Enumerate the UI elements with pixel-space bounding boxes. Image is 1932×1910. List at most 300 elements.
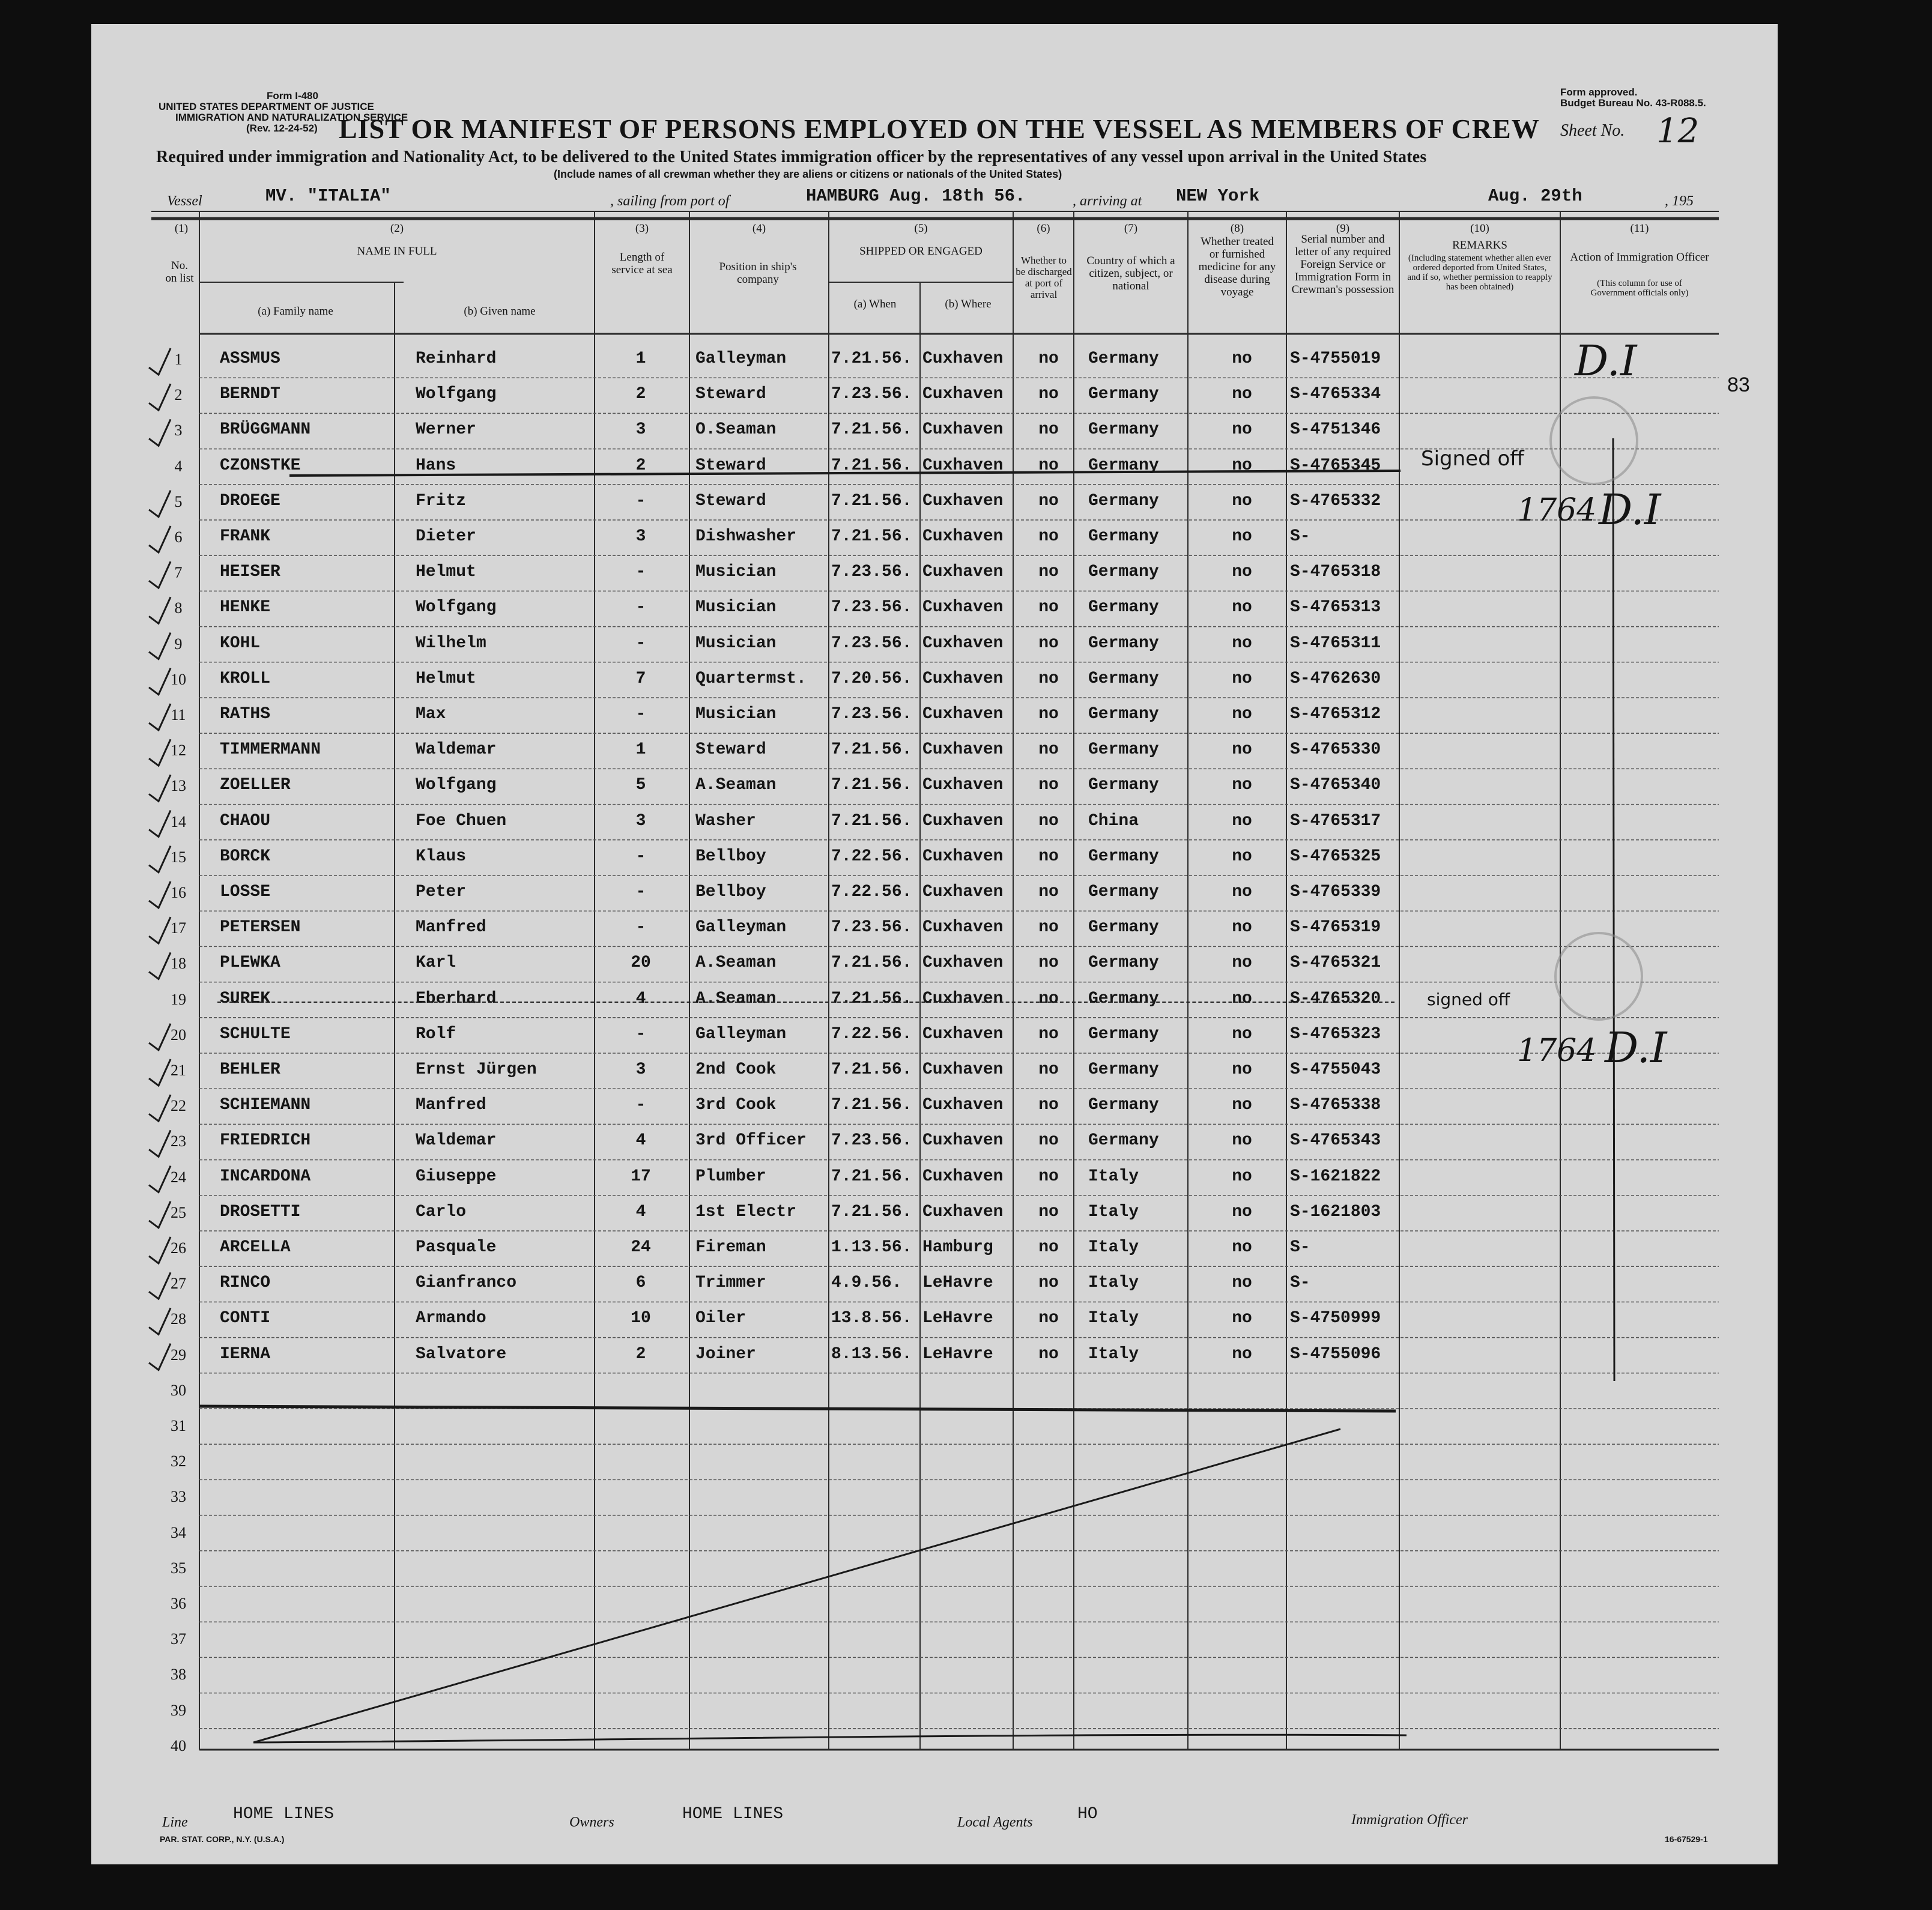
discharged: no <box>1038 491 1059 510</box>
form-approved: Form approved. <box>1560 86 1638 98</box>
form-code: 16-67529-1 <box>1665 1834 1708 1844</box>
sailing-label: , sailing from port of <box>610 193 730 209</box>
row-number: 21 <box>171 1062 186 1079</box>
shipped-when: 7.21.56. <box>831 1096 912 1115</box>
col9-header: Serial number and letter of any required Foreign Service or Immigration Form in Crewman's possession <box>1291 233 1394 296</box>
treated: no <box>1232 883 1252 901</box>
row-number: 19 <box>171 990 186 1008</box>
family-name: BEHLER <box>220 1060 280 1079</box>
position: A.Seaman <box>695 776 777 795</box>
shipped-where: Cuxhaven <box>922 1096 1004 1115</box>
discharged: no <box>1038 847 1059 866</box>
country: Germany <box>1088 1096 1159 1115</box>
country: Italy <box>1088 1202 1139 1221</box>
row-number: 30 <box>171 1381 186 1399</box>
shipped-when: 7.21.56. <box>831 953 912 973</box>
col5b-header: (b) Where <box>945 298 992 310</box>
family-name: HENKE <box>220 598 271 617</box>
country: Germany <box>1088 1024 1159 1044</box>
shipped-when: 7.21.56. <box>831 1167 912 1186</box>
service-name: IMMIGRATION AND NATURALIZATION SERVICE <box>175 112 408 123</box>
shipped-when: 7.21.56. <box>831 1202 912 1221</box>
shipped-where: Cuxhaven <box>922 705 1004 724</box>
shipped-when: 7.23.56. <box>831 918 912 937</box>
service-length: - <box>635 598 646 617</box>
serial-number: S-4765340 <box>1290 776 1381 795</box>
action-mark: D.I <box>1599 485 1661 534</box>
shipped-when: 7.23.56. <box>831 563 912 582</box>
row-number: 18 <box>171 955 186 973</box>
shipped-when: 8.13.56. <box>831 1344 912 1364</box>
shipped-where: Hamburg <box>922 1238 993 1257</box>
service-length: 6 <box>635 1274 646 1293</box>
serial-number: S-4765338 <box>1290 1096 1381 1115</box>
treated: no <box>1232 563 1252 582</box>
service-length: - <box>635 883 646 901</box>
position: Trimmer <box>695 1274 766 1293</box>
country: Germany <box>1088 1131 1159 1150</box>
departure-port: HAMBURG Aug. 18th 56. <box>806 186 1026 206</box>
family-name: HEISER <box>220 563 280 582</box>
col5-header: SHIPPED OR ENGAGED <box>859 245 983 258</box>
discharged: no <box>1038 705 1059 724</box>
discharged: no <box>1038 598 1059 617</box>
country: Germany <box>1088 527 1159 546</box>
family-name: FRIEDRICH <box>220 1131 311 1150</box>
discharged: no <box>1038 349 1059 368</box>
treated: no <box>1232 669 1252 688</box>
col8-header: Whether treated or furnished medicine for any disease during voyage <box>1198 235 1276 298</box>
service-length: - <box>635 705 646 724</box>
col2b-header: (b) Given name <box>464 305 536 318</box>
row-number: 22 <box>171 1097 186 1115</box>
col7-number: (7) <box>1124 222 1138 235</box>
owners-label: Owners <box>569 1815 614 1830</box>
treated: no <box>1232 349 1252 368</box>
serial-number: S-1621803 <box>1290 1202 1381 1221</box>
col11-number: (11) <box>1630 222 1649 235</box>
given-name: Wolfgang <box>416 598 497 617</box>
discharged: no <box>1038 1024 1059 1044</box>
col6-number: (6) <box>1037 222 1050 235</box>
given-name: Werner <box>416 420 476 440</box>
serial-number: S-4765318 <box>1290 563 1381 582</box>
given-name: Wilhelm <box>416 633 486 653</box>
family-name: INCARDONA <box>220 1167 311 1186</box>
shipped-when: 7.21.56. <box>831 491 912 510</box>
serial-number: S-4750999 <box>1290 1309 1381 1328</box>
col3-number: (3) <box>635 222 649 235</box>
shipped-when: 7.23.56. <box>831 633 912 653</box>
sheet-number: 12 <box>1656 112 1700 151</box>
shipped-when: 7.23.56. <box>831 1131 912 1150</box>
treated: no <box>1232 385 1252 404</box>
row-number: 28 <box>171 1310 186 1328</box>
shipped-when: 7.23.56. <box>831 598 912 617</box>
family-name: BORCK <box>220 847 271 866</box>
officer-label: Immigration Officer <box>1351 1812 1468 1828</box>
action-mark: D.I <box>1605 1023 1667 1072</box>
shipped-where: Cuxhaven <box>922 989 1004 1008</box>
officer-code: 1764 <box>1517 1033 1597 1069</box>
row-number: 14 <box>171 812 186 830</box>
page-subtitle: Required under immigration and Nationality Act, to be delivered to the United States immigration officer by the representatives of any vessel upon arrival in the United States <box>156 148 1427 166</box>
service-length: 3 <box>635 420 646 440</box>
serial-number: S-1621822 <box>1290 1167 1381 1186</box>
row-number: 7 <box>174 564 183 582</box>
shipped-where: LeHavre <box>922 1309 993 1328</box>
position: Joiner <box>695 1344 756 1364</box>
shipped-where: Cuxhaven <box>922 776 1004 795</box>
col5a-header: (a) When <box>853 298 897 310</box>
shipped-where: Cuxhaven <box>922 1202 1004 1221</box>
service-length: - <box>635 633 646 653</box>
discharged: no <box>1038 1202 1059 1221</box>
country: Italy <box>1088 1309 1139 1328</box>
service-length: - <box>635 847 646 866</box>
serial-number: S-4765321 <box>1290 953 1381 973</box>
shipped-where: Cuxhaven <box>922 918 1004 937</box>
col10-number: (10) <box>1470 222 1489 235</box>
position: A.Seaman <box>695 989 777 1008</box>
shipped-when: 7.23.56. <box>831 385 912 404</box>
service-length: 20 <box>631 953 651 973</box>
treated: no <box>1232 420 1252 440</box>
shipped-where: Cuxhaven <box>922 385 1004 404</box>
shipped-when: 7.21.56. <box>831 989 912 1008</box>
given-name: Wolfgang <box>416 385 497 404</box>
given-name: Giuseppe <box>416 1167 497 1186</box>
given-name: Max <box>416 705 446 724</box>
shipped-when: 13.8.56. <box>831 1309 912 1328</box>
shipped-where: Cuxhaven <box>922 491 1004 510</box>
page-title: LIST OR MANIFEST OF PERSONS EMPLOYED ON THE VESSEL AS MEMBERS OF CREW <box>339 113 1540 144</box>
discharged: no <box>1038 385 1059 404</box>
arriving-label: , arriving at <box>1073 193 1142 209</box>
treated: no <box>1232 527 1252 546</box>
row-number: 20 <box>171 1026 186 1044</box>
shipped-where: LeHavre <box>922 1344 993 1364</box>
serial-number: S-4762630 <box>1290 669 1381 688</box>
given-name: Helmut <box>416 669 476 688</box>
col9-number: (9) <box>1336 222 1350 235</box>
shipped-when: 7.21.56. <box>831 527 912 546</box>
shipped-when: 7.20.56. <box>831 669 912 688</box>
given-name: Rolf <box>416 1024 456 1044</box>
shipped-when: 7.23.56. <box>831 705 912 724</box>
serial-number: S-4765311 <box>1290 633 1381 653</box>
given-name: Reinhard <box>416 349 497 368</box>
shipped-where: Cuxhaven <box>922 1167 1004 1186</box>
serial-number: S- <box>1290 527 1310 546</box>
serial-number: S-4765330 <box>1290 740 1381 760</box>
row-number: 39 <box>171 1701 186 1719</box>
row-number: 5 <box>174 492 183 510</box>
family-name: KOHL <box>220 633 261 653</box>
row-number: 10 <box>171 670 186 688</box>
treated: no <box>1232 989 1252 1008</box>
given-name: Ernst Jürgen <box>416 1060 537 1079</box>
shipped-when: 7.21.56. <box>831 776 912 795</box>
shipped-when: 7.22.56. <box>831 883 912 901</box>
family-name: PETERSEN <box>220 918 301 937</box>
col10-note: (Including statement whether alien ever ordered deported from United States, and if so, whether permission to reapply has been obtained) <box>1407 253 1552 292</box>
remarks: Signed off <box>1421 446 1524 471</box>
row-strike <box>217 1002 1394 1005</box>
officer-code: 1764 <box>1517 492 1597 528</box>
shipped-where: Cuxhaven <box>922 456 1004 475</box>
treated: no <box>1232 1309 1252 1328</box>
shipped-when: 7.21.56. <box>831 740 912 760</box>
position: Bellboy <box>695 883 766 901</box>
discharged: no <box>1038 1167 1059 1186</box>
owners-value: HOME LINES <box>682 1805 784 1824</box>
service-length: 1 <box>635 349 646 368</box>
country: Germany <box>1088 456 1159 475</box>
position: Musician <box>695 633 777 653</box>
discharged: no <box>1038 989 1059 1008</box>
row-number: 35 <box>171 1559 186 1577</box>
position: Musician <box>695 598 777 617</box>
row-number: 26 <box>171 1239 186 1257</box>
service-length: - <box>635 1096 646 1115</box>
family-name: SCHULTE <box>220 1024 291 1044</box>
row-number: 15 <box>171 848 186 866</box>
position: Musician <box>695 563 777 582</box>
given-name: Pasquale <box>416 1238 497 1257</box>
treated: no <box>1232 1274 1252 1293</box>
serial-number: S-4765312 <box>1290 705 1381 724</box>
position: 2nd Cook <box>695 1060 777 1079</box>
agents-value: HO <box>1077 1805 1098 1824</box>
service-length: 24 <box>631 1238 651 1257</box>
position: Galleyman <box>695 349 787 368</box>
serial-number: S-4765317 <box>1290 811 1381 830</box>
family-name: ASSMUS <box>220 349 280 368</box>
row-number: 9 <box>174 635 183 653</box>
family-name: DROEGE <box>220 491 280 510</box>
country: Germany <box>1088 776 1159 795</box>
country: Germany <box>1088 705 1159 724</box>
row-number: 6 <box>174 528 183 546</box>
country: Germany <box>1088 918 1159 937</box>
row-number: 32 <box>171 1452 186 1470</box>
shipped-where: Cuxhaven <box>922 953 1004 973</box>
serial-number: S-4755019 <box>1290 349 1381 368</box>
arrival-date: Aug. 29th <box>1488 186 1582 206</box>
discharged: no <box>1038 633 1059 653</box>
service-length: 4 <box>635 989 646 1008</box>
shipped-where: Cuxhaven <box>922 847 1004 866</box>
printer-credit: PAR. STAT. CORP., N.Y. (U.S.A.) <box>160 1834 285 1844</box>
service-length: 1 <box>635 740 646 760</box>
given-name: Klaus <box>416 847 467 866</box>
given-name: Waldemar <box>416 740 497 760</box>
side-page-number: 83 <box>1727 373 1750 396</box>
row-number: 29 <box>171 1346 186 1364</box>
row-number: 37 <box>171 1630 186 1648</box>
col6-header: Whether to be discharged at port of arrival <box>1016 255 1072 300</box>
family-name: BRÜGGMANN <box>220 420 311 440</box>
treated: no <box>1232 1238 1252 1257</box>
row-number: 3 <box>174 422 183 440</box>
shipped-when: 7.21.56. <box>831 349 912 368</box>
shipped-when: 7.21.56. <box>831 456 912 475</box>
country: Germany <box>1088 563 1159 582</box>
action-mark: D.I <box>1575 336 1637 385</box>
shipped-when: 7.21.56. <box>831 811 912 830</box>
service-length: 3 <box>635 1060 646 1079</box>
service-length: - <box>635 918 646 937</box>
country: Germany <box>1088 740 1159 760</box>
serial-number: S- <box>1290 1274 1310 1293</box>
position: Galleyman <box>695 1024 787 1044</box>
country: Italy <box>1088 1167 1139 1186</box>
discharged: no <box>1038 1060 1059 1079</box>
discharged: no <box>1038 883 1059 901</box>
shipped-when: 4.9.56. <box>831 1274 902 1293</box>
shipped-where: Cuxhaven <box>922 420 1004 440</box>
position: Steward <box>695 740 766 760</box>
sheet-label: Sheet No. <box>1560 121 1625 140</box>
col2-header: NAME IN FULL <box>357 245 437 258</box>
treated: no <box>1232 1344 1252 1364</box>
vessel-name: MV. "ITALIA" <box>265 186 391 206</box>
col10-header: REMARKS <box>1452 239 1507 252</box>
service-length: 2 <box>635 456 646 475</box>
country: Germany <box>1088 385 1159 404</box>
country: Germany <box>1088 669 1159 688</box>
discharged: no <box>1038 811 1059 830</box>
family-name: DROSETTI <box>220 1202 301 1221</box>
position: 3rd Officer <box>695 1131 807 1150</box>
row-number: 34 <box>171 1523 186 1541</box>
agents-label: Local Agents <box>957 1815 1033 1830</box>
discharged: no <box>1038 1274 1059 1293</box>
family-name: KROLL <box>220 669 271 688</box>
position: Steward <box>695 491 766 510</box>
serial-number: S- <box>1290 1238 1310 1257</box>
position: Quartermst. <box>695 669 807 688</box>
country: Italy <box>1088 1344 1139 1364</box>
shipped-where: Cuxhaven <box>922 349 1004 368</box>
row-number: 11 <box>171 706 186 724</box>
country: Germany <box>1088 598 1159 617</box>
treated: no <box>1232 847 1252 866</box>
country: Germany <box>1088 1060 1159 1079</box>
treated: no <box>1232 1167 1252 1186</box>
given-name: Karl <box>416 953 456 973</box>
col7-header: Country of which a citizen, subject, or national <box>1086 255 1175 292</box>
row-number: 17 <box>171 919 186 937</box>
discharged: no <box>1038 1309 1059 1328</box>
discharged: no <box>1038 740 1059 760</box>
row-number: 38 <box>171 1666 186 1684</box>
service-length: 17 <box>631 1167 651 1186</box>
given-name: Eberhard <box>416 989 497 1008</box>
discharged: no <box>1038 953 1059 973</box>
line-label: Line <box>162 1815 188 1830</box>
discharged: no <box>1038 1238 1059 1257</box>
treated: no <box>1232 1024 1252 1044</box>
family-name: ZOELLER <box>220 776 291 795</box>
col4-number: (4) <box>752 222 766 235</box>
family-name: CONTI <box>220 1309 271 1328</box>
given-name: Wolfgang <box>416 776 497 795</box>
row-number: 23 <box>171 1132 186 1150</box>
country: Italy <box>1088 1238 1139 1257</box>
treated: no <box>1232 1202 1252 1221</box>
discharged: no <box>1038 776 1059 795</box>
given-name: Fritz <box>416 491 467 510</box>
shipped-when: 7.22.56. <box>831 847 912 866</box>
given-name: Armando <box>416 1309 486 1328</box>
row-number: 27 <box>171 1275 186 1293</box>
vessel-label: Vessel <box>167 193 202 209</box>
shipped-when: 7.22.56. <box>831 1024 912 1044</box>
shipped-where: Cuxhaven <box>922 563 1004 582</box>
line-value: HOME LINES <box>233 1805 335 1824</box>
serial-number: S-4765325 <box>1290 847 1381 866</box>
col8-number: (8) <box>1230 222 1244 235</box>
position: Fireman <box>695 1238 766 1257</box>
discharged: no <box>1038 527 1059 546</box>
row-number: 8 <box>174 599 183 617</box>
budget-bureau: Budget Bureau No. 43-R088.5. <box>1560 97 1706 109</box>
col4-header: Position in ship's company <box>719 261 797 286</box>
family-name: PLEWKA <box>220 953 280 973</box>
shipped-where: Cuxhaven <box>922 1060 1004 1079</box>
serial-number: S-4765320 <box>1290 989 1381 1008</box>
discharged: no <box>1038 420 1059 440</box>
service-length: 5 <box>635 776 646 795</box>
service-length: - <box>635 491 646 510</box>
row-number: 33 <box>171 1488 186 1506</box>
manifest-sheet <box>91 24 1778 1864</box>
row-number: 13 <box>171 777 186 795</box>
given-name: Manfred <box>416 918 486 937</box>
treated: no <box>1232 633 1252 653</box>
family-name: CHAOU <box>220 811 271 830</box>
row-number: 36 <box>171 1595 186 1612</box>
discharged: no <box>1038 1096 1059 1115</box>
service-length: - <box>635 563 646 582</box>
row-number: 16 <box>171 884 186 901</box>
shipped-where: Cuxhaven <box>922 527 1004 546</box>
discharged: no <box>1038 563 1059 582</box>
position: 1st Electr <box>695 1202 797 1221</box>
service-length: 10 <box>631 1309 651 1328</box>
given-name: Foe Chuen <box>416 811 507 830</box>
given-name: Dieter <box>416 527 476 546</box>
family-name: BERNDT <box>220 385 280 404</box>
country: Germany <box>1088 420 1159 440</box>
treated: no <box>1232 705 1252 724</box>
shipped-where: LeHavre <box>922 1274 993 1293</box>
country: Italy <box>1088 1274 1139 1293</box>
treated: no <box>1232 491 1252 510</box>
row-number: 1 <box>174 351 183 368</box>
service-length: 2 <box>635 385 646 404</box>
family-name: SCHIEMANN <box>220 1096 311 1115</box>
row-number: 24 <box>171 1168 186 1186</box>
shipped-where: Cuxhaven <box>922 633 1004 653</box>
arrival-port: NEW York <box>1176 186 1260 206</box>
service-length: 4 <box>635 1131 646 1150</box>
col2-number: (2) <box>390 222 404 235</box>
position: Plumber <box>695 1167 766 1186</box>
position: Musician <box>695 705 777 724</box>
